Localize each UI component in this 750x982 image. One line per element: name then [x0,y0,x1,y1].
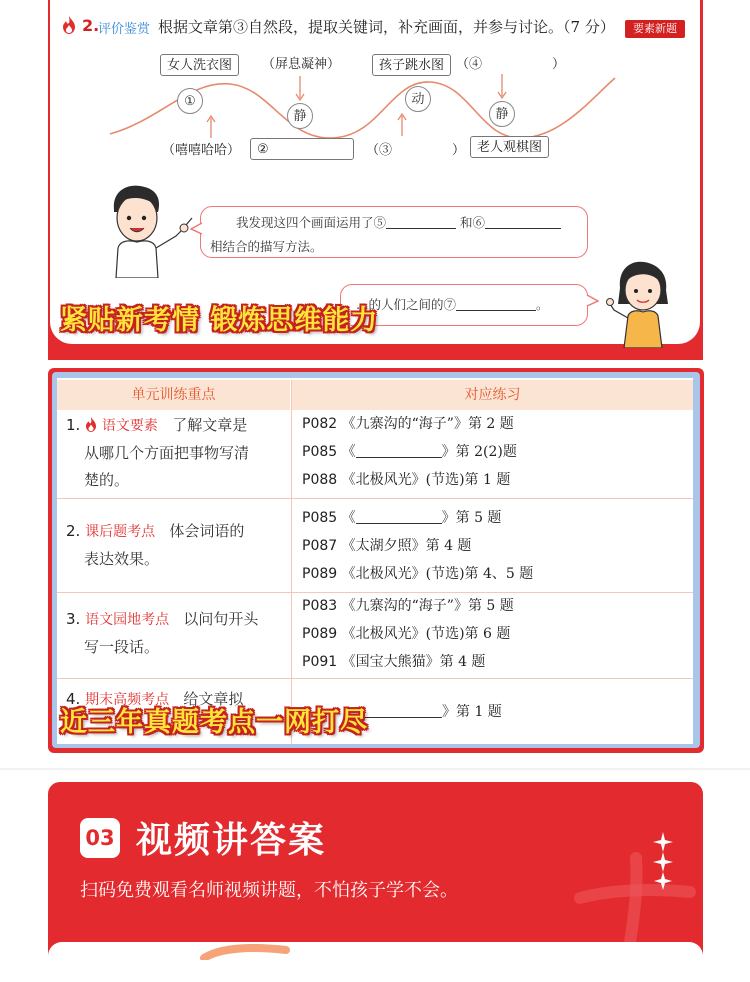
girl-illustration [604,258,684,348]
exercise-text: 《 [341,510,356,526]
table-header-exercises: 对应练习 [292,380,693,410]
circle-blank-1: ① [177,88,203,114]
table-row-3-focus [66,606,288,661]
table-header-focus: 单元训练重点 [57,380,290,410]
exercise-tail: 》第 2(2)题 [441,444,517,460]
table-row-4-exercises [356,698,502,726]
table-column-divider [291,380,292,744]
blank-2-box: ② [250,138,354,160]
blank-4-close: ） [552,57,566,72]
exercise-title-blank [356,509,442,524]
exercise-item [302,438,517,466]
table-row-divider [57,498,693,499]
table-row-2-focus [66,518,288,573]
boy-bubble-tail [190,222,204,236]
exercise-text: 《北极风光》(节选)第 1 题 [341,472,511,488]
exercise-page-code: P087 [302,538,338,554]
scene-keyword-laughing: （嘻嘻哈哈） [162,143,241,158]
exercise-item [356,698,502,726]
question-number: 2. [82,16,100,35]
exercise-text: 《 [341,444,356,460]
section-title: 视频讲答案 [136,820,327,861]
flame-icon [62,16,76,34]
exercise-item [302,592,514,620]
exercise-tail: 》第 5 题 [441,510,502,526]
row-4-desc-line1: 给文章拟 [183,690,244,708]
exercise-text: 《九寨沟的“海子”》第 5 题 [341,598,514,614]
girl-speech-line [356,292,549,318]
boy-speech-text: 我发现这四个画面运用了⑤ [236,215,387,230]
row-1-desc-line3: 楚的。 [84,471,130,489]
table-row-1-exercises [302,410,517,494]
girl-speech-text: …的人们之间的⑦ [356,297,457,312]
exercise-page-code: P088 [302,472,338,488]
scene-label-woman-washing: 女人洗衣图 [160,54,239,76]
bottom-card [48,942,703,982]
boy-speech-and: 和⑥ [460,215,486,230]
row-3-desc-line1: 以问句开头 [183,610,259,628]
exercise-item [302,560,533,588]
boy-illustration [104,182,196,278]
blank-7-line [456,296,536,311]
row-2-number: 2. [66,522,81,540]
row-1-desc-line1: 了解文章是 [172,416,248,434]
question-category: 评价鉴赏 [98,22,151,37]
table-row-2-exercises [302,504,533,588]
blank-3-close: ） [452,143,466,158]
row-4-number: 4. [66,690,81,708]
row-3-desc-line2: 写一段话。 [84,638,160,656]
decorative-orange-mark [200,944,290,960]
exercise-page-code: P085 [302,444,338,460]
exercise-page-code: P091 [302,654,338,670]
exercise-item [302,532,533,560]
exercise-item [302,620,514,648]
circle-active: 动 [405,86,431,112]
slogan-exam-points: 近三年真题考点一网打尽 [60,707,368,738]
row-2-tag: 课后题考点 [85,524,156,540]
table-row-3-exercises [302,592,514,676]
blank-5-line [386,214,456,229]
table-row-divider [57,678,693,679]
row-2-desc-line2: 表达效果。 [84,550,160,568]
section-separator [0,768,750,770]
exercise-text: 《国宝大熊猫》第 4 题 [341,654,486,670]
exercise-item [302,410,517,438]
blank-6-line [485,214,561,229]
new-question-badge: 要素新题 [625,20,685,38]
exercise-title-blank [356,443,442,458]
row-1-desc-line2: 从哪几个方面把事物写清 [84,444,250,462]
row-3-tag: 语文园地考点 [85,612,170,628]
scene-keyword-focused: （屏息凝神） [262,57,341,72]
exercise-item [302,648,514,676]
blank-4-open: （④ [456,57,483,72]
exercise-page-code: P089 [302,566,338,582]
row-2-desc-line1: 体会词语的 [169,522,245,540]
section-number: 03 [80,818,120,858]
scene-label-child-diving: 孩子跳水图 [372,54,451,76]
exercise-page-code: P083 [302,598,338,614]
exercise-item [302,504,533,532]
boy-speech-line2: 相结合的描写方法。 [210,239,323,254]
row-1-number: 1. [66,416,81,434]
sparkle-icon [646,832,680,890]
row-4-tag: 期末高频考点 [85,692,170,708]
blank-3-open: （③ [366,143,393,158]
scene-label-elders-chess: 老人观棋图 [470,136,549,158]
circle-quiet-1: 静 [287,103,313,129]
table-row-1-focus [66,412,288,494]
girl-bubble-tail [585,294,599,308]
exercise-text: 《九寨沟的“海子”》第 2 题 [341,416,514,432]
slogan-new-exam-trend: 紧贴新考情 锻炼思维能力 [60,305,379,336]
boy-speech-line1 [236,210,561,236]
row-1-tag: 语文要素 [101,418,158,434]
exercise-text: 《北极风光》(节选)第 4、5 题 [341,566,534,582]
question-text: 根据文章第③自然段，提取关键词，补充画面，并参与讨论。（7 分） [158,18,615,36]
exercise-page-code: P085 [302,510,338,526]
exercise-text: 《北极风光》(节选)第 6 题 [341,626,511,642]
section-subtitle: 扫码免费观看名师视频讲题，不怕孩子学不会。 [80,880,458,901]
exercise-page-code: P089 [302,626,338,642]
exercise-tail: 》第 1 题 [442,704,502,720]
girl-speech-end: 。 [536,297,549,312]
circle-quiet-2: 静 [489,101,515,127]
row-3-number: 3. [66,610,81,628]
exercise-page-code: P082 [302,416,338,432]
exercise-title-blank [356,703,442,718]
exercise-item [302,466,517,494]
exercise-text: 《太湖夕照》第 4 题 [341,538,472,554]
flame-icon [85,417,97,432]
